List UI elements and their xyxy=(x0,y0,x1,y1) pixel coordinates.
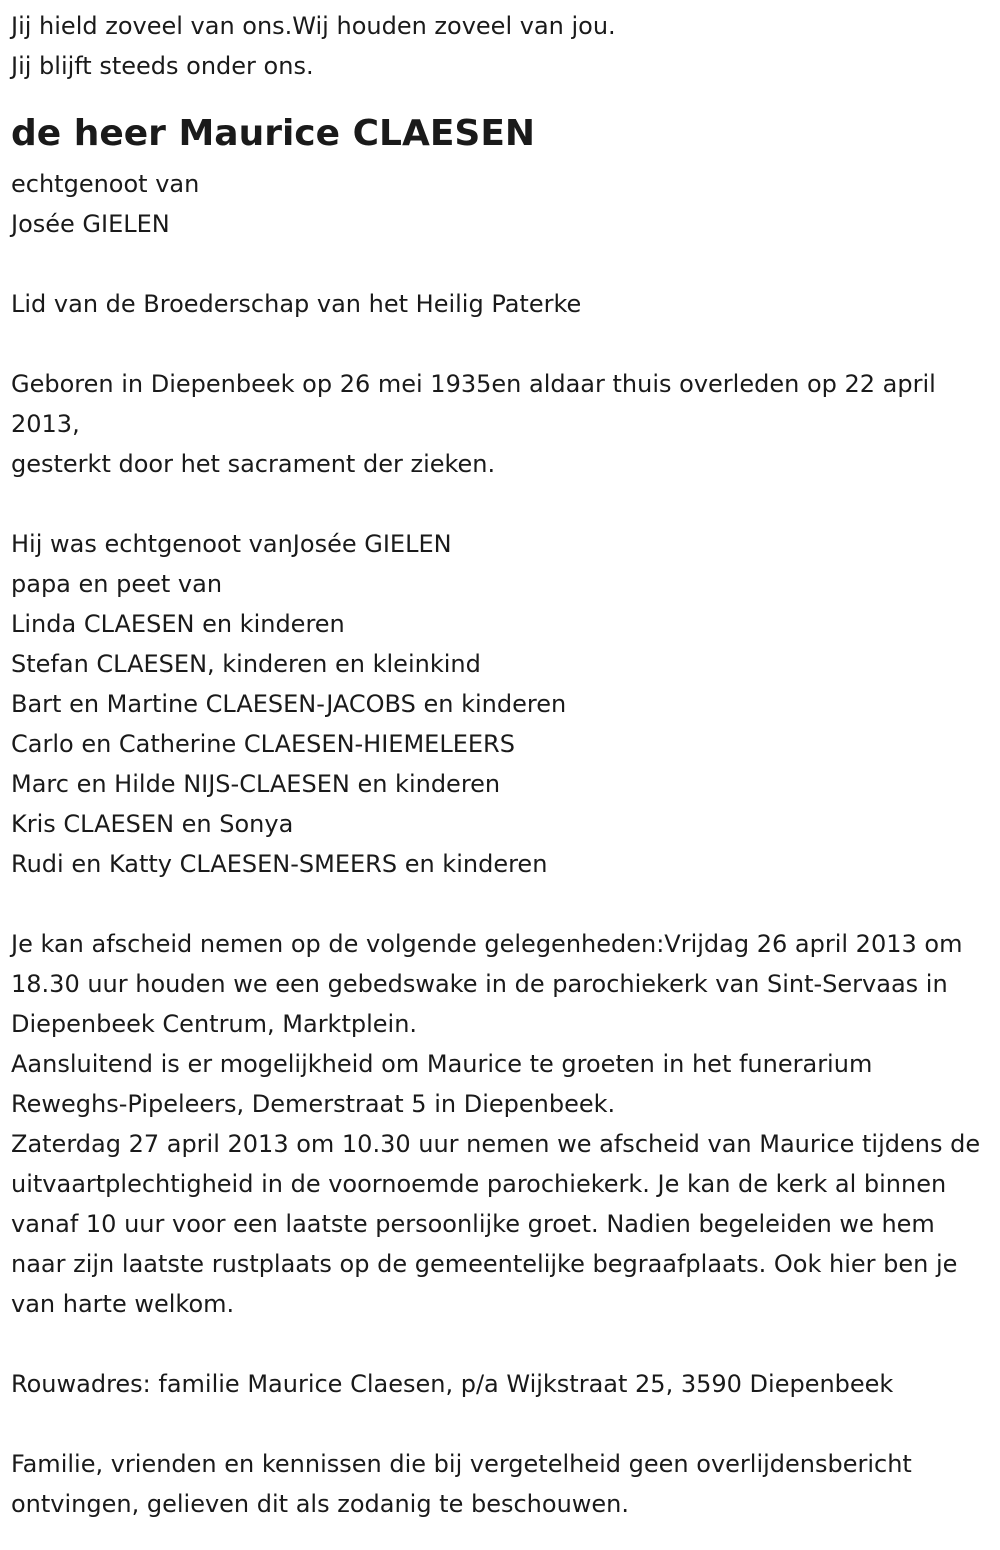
farewell-visitation: Aansluitend is er mogelijkheid om Maurice te groeten in het funerarium Reweghs-Pipeleers, Demerstraat 5 in Diepenbeek. xyxy=(11,1050,873,1118)
spacer xyxy=(11,484,996,524)
spacer xyxy=(11,324,996,364)
sacrament-line: gesterkt door het sacrament der zieken. xyxy=(11,450,496,478)
farewell-funeral: Zaterdag 27 april 2013 om 10.30 uur nemen we afscheid van Maurice tijdens de uitvaartplechtigheid in de voornoemde parochiekerk. Je kan de kerk al binnen vanaf 10 uur voor een laatste persoonlijke groet. Nadien begeleiden we hem naar zijn laatste rustplaats op de gemeentelijke begraafplaats. Ook hier ben je van harte welkom. xyxy=(11,1130,981,1318)
family-member: Rudi en Katty CLAESEN-SMEERS en kinderen xyxy=(11,850,548,878)
spouse-label: echtgenoot van xyxy=(11,170,200,198)
spacer xyxy=(11,1404,996,1444)
spacer xyxy=(11,1324,996,1364)
closing-notice: Familie, vrienden en kennissen die bij vergetelheid geen overlijdensbericht ontvingen, gelieven dit als zodanig te beschouwen. xyxy=(11,1450,912,1518)
obituary-document xyxy=(11,6,996,1524)
birth-death-text: Geboren in Diepenbeek op 26 mei 1935en aldaar thuis overleden op 22 april 2013, xyxy=(11,370,936,438)
deceased-title: de heer Maurice CLAESEN xyxy=(11,113,536,154)
membership-line: Lid van de Broederschap van het Heilig Paterke xyxy=(11,290,582,318)
family-member: Kris CLAESEN en Sonya xyxy=(11,810,294,838)
family-member: Marc en Hilde NIJS-CLAESEN en kinderen xyxy=(11,770,501,798)
mourning-address: Rouwadres: familie Maurice Claesen, p/a Wijkstraat 25, 3590 Diepenbeek xyxy=(11,1370,894,1398)
family-member: Linda CLAESEN en kinderen xyxy=(11,610,345,638)
family-member: Bart en Martine CLAESEN-JACOBS en kinderen xyxy=(11,690,567,718)
family-relation-line: papa en peet van xyxy=(11,570,223,598)
spouse-name: Josée GIELEN xyxy=(11,210,170,238)
family-spouse-line: Hij was echtgenoot vanJosée GIELEN xyxy=(11,530,452,558)
intro-line-1: Jij hield zoveel van ons.Wij houden zoveel van jou. xyxy=(11,12,616,40)
spacer xyxy=(11,244,996,284)
family-member: Carlo en Catherine CLAESEN-HIEMELEERS xyxy=(11,730,515,758)
spacer xyxy=(11,884,996,924)
farewell-vigil: Je kan afscheid nemen op de volgende gelegenheden:Vrijdag 26 april 2013 om 18.30 uur houden we een gebedswake in de parochiekerk van Sint-Servaas in Diepenbeek Centrum, Marktplein. xyxy=(11,930,963,1038)
intro-line-2: Jij blijft steeds onder ons. xyxy=(11,52,314,80)
family-member: Stefan CLAESEN, kinderen en kleinkind xyxy=(11,650,481,678)
